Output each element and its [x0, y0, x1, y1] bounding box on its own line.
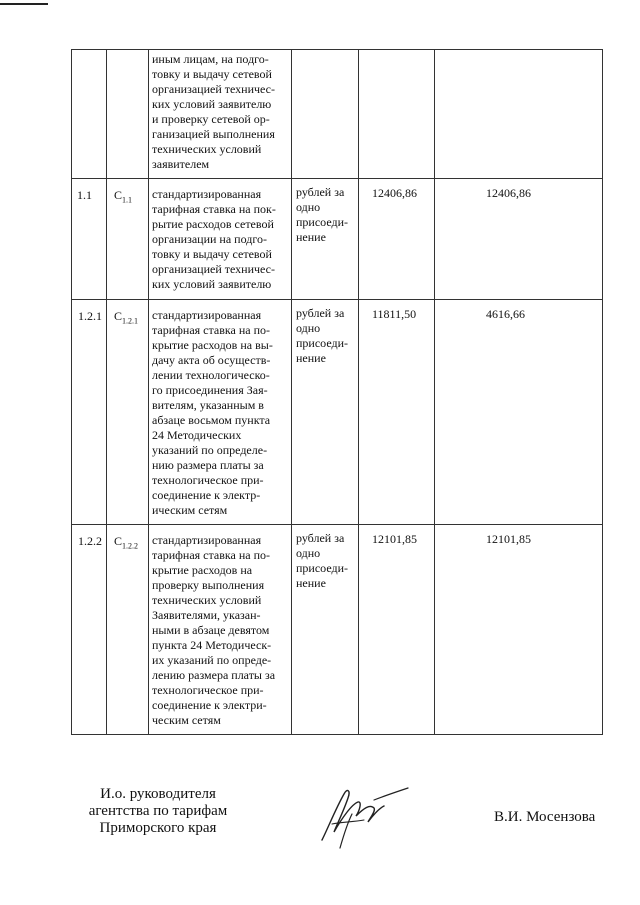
- description-cell: [149, 50, 292, 179]
- rate-value: 11811,50: [372, 307, 417, 321]
- row-number: [72, 50, 106, 59]
- row-number-cell: [72, 525, 107, 735]
- rate-symbol: $C_{1.1}$: [114, 188, 133, 205]
- unit-cell: [292, 300, 359, 525]
- unit-cell: [292, 50, 359, 179]
- value-cell-2: [435, 179, 603, 300]
- symbol-cell: [107, 300, 149, 525]
- row-number-cell: [72, 179, 107, 300]
- rate-value-2: [435, 50, 602, 57]
- rate-value-2: 12101,85: [486, 532, 531, 546]
- rate-value: [359, 50, 434, 57]
- rate-symbol: $C_{1.2.2}$: [114, 534, 139, 551]
- rate-value-2: 12406,86: [486, 186, 531, 200]
- rate-value: 12406,86: [372, 186, 417, 200]
- table-row: [72, 179, 603, 300]
- rate-description: стандартизированная тарифная ставка на по- крытие расходов на вы- дачу акта об осуществ- лении технологическо- го присоединения Зая- вителям, указанным в абзаце восьмом пункта 24 Методических указаний по определе- нию размера платы за технологическое при- соединение к электр- ическим сетям: [152, 308, 273, 517]
- rate-value: 12101,85: [372, 532, 417, 546]
- value-cell-2: [435, 525, 603, 735]
- signatory-title-line: агентства по тарифам: [88, 803, 228, 819]
- row-number: 1.2.1: [78, 309, 102, 323]
- table-row: [72, 50, 603, 179]
- rate-description: стандартизированная тарифная ставка на по- крытие расходов на проверку выполнения технических условий Заявителями, указан- ными в абзаце девятом пункта 24 Методическ- их указаний по опреде- лению размера платы за технологическое при- соединение к электри- ческим сетям: [152, 533, 276, 727]
- row-number: 1.2.2: [78, 534, 102, 548]
- handwritten-signature: [318, 778, 410, 850]
- rate-description: стандартизированная тарифная ставка на пок- рытие расходов сетевой организации на подго- товку и выдачу сетевой организацией техничес- ких условий заявителю: [152, 187, 276, 291]
- signatory-title: [78, 786, 238, 837]
- signatory-title-line: Приморского края: [99, 820, 217, 836]
- symbol-cell: [107, 525, 149, 735]
- row-number-cell: [72, 300, 107, 525]
- table-row: [72, 300, 603, 525]
- symbol-cell: [107, 179, 149, 300]
- unit-text: рублей за одно присоеди- нение: [296, 306, 349, 365]
- rate-description: иным лицам, на подго- товку и выдачу сетевой организацией техничес- ких условий заявителю и проверку сетевой ор- ганизацией выполнения технических условий заявителем: [152, 52, 275, 171]
- value-cell-2: [435, 50, 603, 179]
- value-cell: [359, 179, 435, 300]
- description-cell: [149, 300, 292, 525]
- description-cell: [149, 525, 292, 735]
- signer-name: В.И. Мосензова: [494, 809, 596, 825]
- unit-text: [292, 50, 358, 56]
- rate-symbol: [107, 50, 148, 59]
- rate-symbol: $C_{1.2.1}$: [114, 309, 139, 326]
- page-corner-mark: [0, 3, 48, 5]
- value-cell: [359, 300, 435, 525]
- tariff-table: [71, 49, 603, 735]
- unit-cell: [292, 179, 359, 300]
- rate-value-2: 4616,66: [486, 307, 525, 321]
- symbol-cell: [107, 50, 149, 179]
- value-cell-2: [435, 300, 603, 525]
- signatory-title-line: И.о. руководителя: [100, 786, 216, 802]
- unit-text: рублей за одно присоеди- нение: [296, 531, 349, 590]
- description-cell: [149, 179, 292, 300]
- row-number: 1.1: [77, 188, 92, 202]
- value-cell: [359, 50, 435, 179]
- table-row: [72, 525, 603, 735]
- unit-cell: [292, 525, 359, 735]
- unit-text: рублей за одно присоеди- нение: [296, 185, 349, 244]
- value-cell: [359, 525, 435, 735]
- row-number-cell: [72, 50, 107, 179]
